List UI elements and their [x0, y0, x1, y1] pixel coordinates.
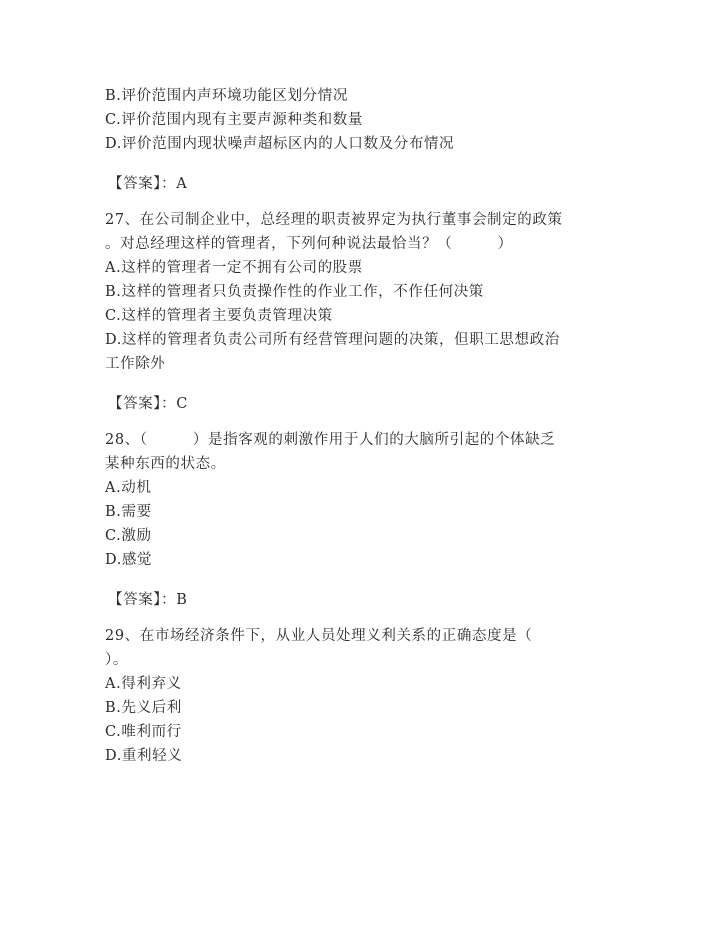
option-line: C.这样的管理者主要负责管理决策: [105, 308, 333, 324]
option-line: D.这样的管理者负责公司所有经营管理问题的决策，但职工思想政治: [105, 332, 560, 348]
option-line: C.唯利而行: [105, 724, 182, 740]
option-line: B.先义后利: [105, 700, 182, 716]
question-line: ）。: [105, 652, 128, 668]
option-line: C.激励: [105, 528, 152, 544]
question-line: 27、在公司制企业中，总经理的职责被界定为执行董事会制定的政策: [105, 212, 563, 228]
question-line: 29、在市场经济条件下，从业人员处理义利关系的正确态度是（: [105, 628, 533, 644]
option-line: A.这样的管理者一定不拥有公司的股票: [105, 260, 363, 276]
question-line: 28、（ ）是指客观的刺激作用于人们的大脑所引起的个体缺乏: [105, 432, 556, 448]
answer-line: 【答案】：A: [108, 176, 188, 192]
answer-line: 【答案】：C: [108, 396, 188, 412]
option-line: A.动机: [105, 480, 152, 496]
option-line: D.评价范围内现状噪声超标区内的人口数及分布情况: [105, 136, 455, 152]
question-line: 某种东西的状态。: [105, 456, 226, 472]
question-line: 。对总经理这样的管理者，下列何种说法最恰当？（ ）: [105, 236, 513, 252]
option-line: B.这样的管理者只负责操作性的作业工作，不作任何决策: [105, 284, 484, 300]
option-line: A.得利弃义: [105, 676, 182, 692]
option-line: D.重利轻义: [105, 748, 183, 764]
option-line: C.评价范围内现有主要声源种类和数量: [105, 112, 363, 128]
option-line: 工作除外: [105, 356, 166, 372]
option-line: B.评价范围内声环境功能区划分情况: [105, 88, 348, 104]
answer-line: 【答案】：B: [108, 592, 188, 608]
option-line: D.感觉: [105, 552, 153, 568]
exam-page: [105, 84, 610, 768]
option-line: B.需要: [105, 504, 152, 520]
